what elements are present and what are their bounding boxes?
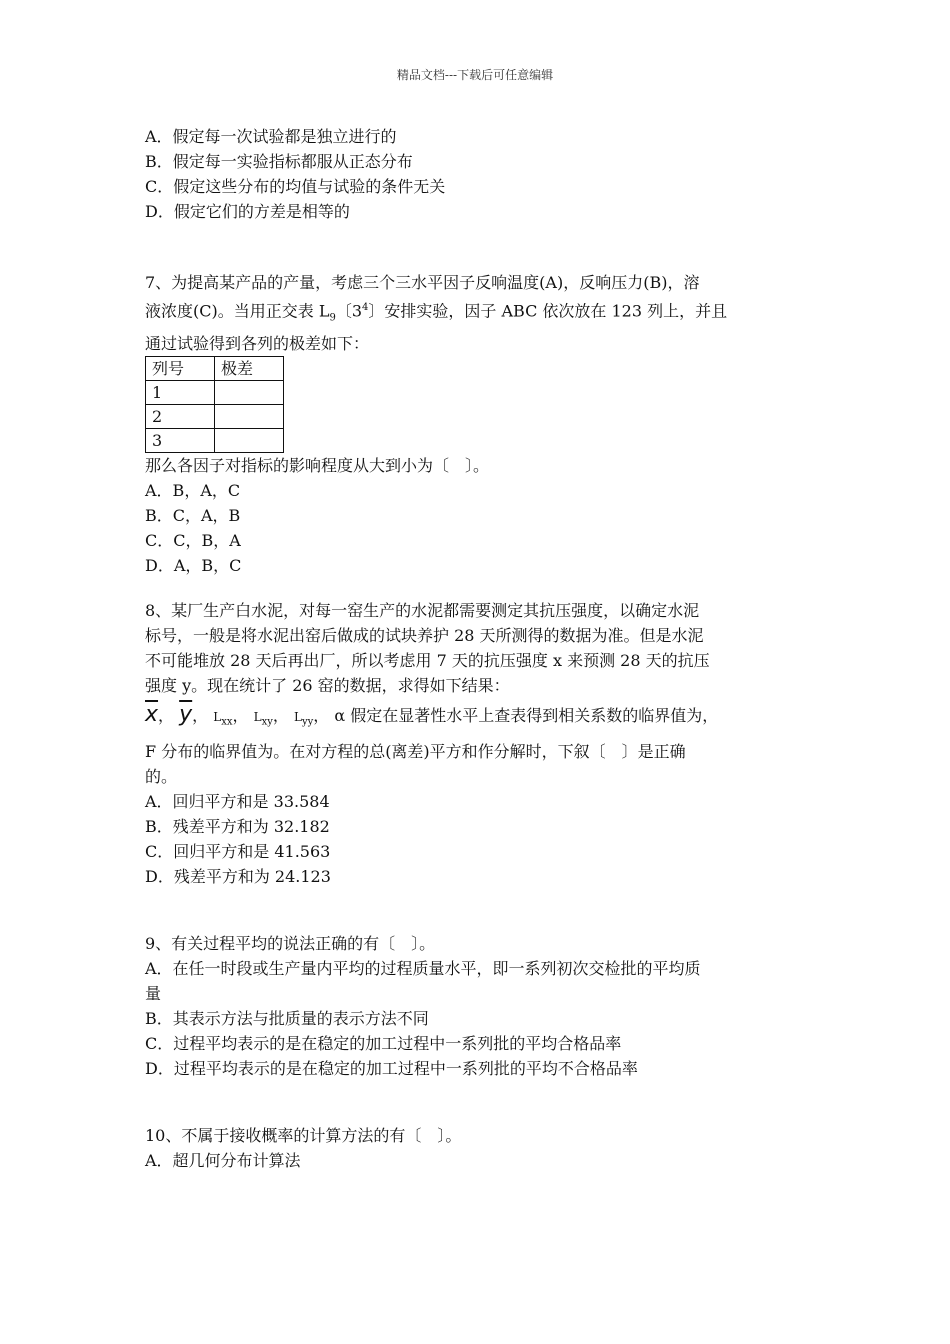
table-cell: 2 [146, 404, 215, 428]
table-header-row [146, 356, 284, 380]
q7-stem-line-2: 液浓度(C)。当用正交表 $L_9$〔$3^4$〕安排实验，因子 ABC 依次放在 123 列上，并且 [145, 301, 728, 324]
q8-stem-line-5: F 分布的临界值为。在对方程的总(离差)平方和作分解时，下叙〔 〕是正确 [145, 741, 686, 761]
q8-stem-line-2: 标号，一般是将水泥出窑后做成的试块养护 28 天所测得的数据为准。但是水泥 [145, 625, 704, 645]
lyy-symbol: $L_{yy}$ [294, 709, 314, 727]
q8-stem-line-1: 8、某厂生产白水泥，对每一窑生产的水泥都需要测定其抗压强度，以确定水泥 [145, 600, 700, 620]
q7-option-c: C．C，B，A [145, 530, 241, 550]
q7-option-a: A．B，A，C [145, 480, 241, 500]
table-cell: 3 [146, 428, 215, 452]
q7-stem-line-1: 7、为提高某产品的产量，考虑三个三水平因子反响温度(A)，反响压力(B)，溶 [145, 273, 700, 292]
question-10 [145, 1123, 825, 1173]
q8-option-c: C．回归平方和是 41.563 [145, 841, 331, 861]
table-cell [215, 404, 284, 428]
table-row [146, 404, 284, 428]
lxx-symbol: $L_{xx}$ [213, 709, 233, 727]
y-bar-symbol: $\overline{y}$ [179, 701, 193, 727]
alpha-text: ， α 假定在显著性水平上查表得到相关系数的临界值为， [313, 705, 719, 725]
table-row [146, 428, 284, 452]
question-8 [145, 598, 825, 889]
q8-stem-line-4: 强度 y。现在统计了 26 窑的数据，求得如下结果： [145, 675, 510, 695]
table-row [146, 380, 284, 404]
q8-option-a: A．回归平方和是 33.584 [145, 791, 330, 811]
q6-options [145, 124, 825, 224]
q9-stem: 9、有关过程平均的说法正确的有〔 〕。 [145, 933, 436, 953]
q6-option-d: D．假定它们的方差是相等的 [145, 202, 350, 221]
table-cell [215, 428, 284, 452]
column-header-range: 极差 [215, 356, 284, 380]
q6-option-a: A．假定每一次试验都是独立进行的 [145, 127, 397, 146]
table-cell: 1 [146, 380, 215, 404]
table-cell [215, 380, 284, 404]
q10-option-a: A．超几何分布计算法 [145, 1150, 301, 1170]
column-header-number: 列号 [146, 356, 215, 380]
range-table [145, 356, 284, 453]
document-body [145, 124, 825, 1173]
lxy-symbol: $L_{xy}$ [253, 709, 273, 727]
q8-stem-line-3: 不可能堆放 28 天后再出厂，所以考虑用 7 天的抗压强度 x 来预测 28 天的抗压 [145, 650, 710, 670]
q10-stem: 10、不属于接收概率的计算方法的有〔 〕。 [145, 1125, 462, 1145]
q6-option-c: C．假定这些分布的均值与试验的条件无关 [145, 177, 446, 196]
q6-option-b: B．假定每一实验指标都服从正态分布 [145, 152, 413, 171]
q7-stem-line-3: 通过试验得到各列的极差如下： [145, 333, 370, 353]
q9-option-a: A．在任一时段或生产量内平均的过程质量水平，即一系列初次交检批的平均质 [145, 958, 701, 978]
x-bar-symbol: $\overline{x}$ [145, 701, 159, 727]
question-7 [145, 270, 825, 578]
q9-option-b: B．其表示方法与批质量的表示方法不同 [145, 1008, 429, 1028]
q7-question: 那么各因子对指标的影响程度从大到小为〔 〕。 [145, 455, 490, 475]
q9-option-d: D．过程平均表示的是在稳定的加工过程中一系列批的平均不合格品率 [145, 1058, 638, 1078]
q7-option-b: B．C，A，B [145, 505, 241, 525]
question-9 [145, 931, 825, 1081]
q8-option-d: D．残差平方和为 24.123 [145, 866, 331, 886]
q7-option-d: D．A，B，C [145, 555, 242, 575]
q9-option-c: C．过程平均表示的是在稳定的加工过程中一系列批的平均合格品率 [145, 1033, 622, 1053]
q8-formula-line: $\overline{x}$， $\overline{y}$， $L_{xx}$， $L_{xy}$， $L_{yy}$， α 假定在显著性水平上查表得到相关系数的临界值为， [145, 701, 719, 727]
q8-stem-line-6: 的。 [145, 766, 178, 786]
page-header: 精品文档---下载后可任意编辑 [396, 68, 554, 82]
q8-option-b: B．残差平方和为 32.182 [145, 816, 330, 836]
q9-option-a-cont: 量 [145, 983, 162, 1003]
